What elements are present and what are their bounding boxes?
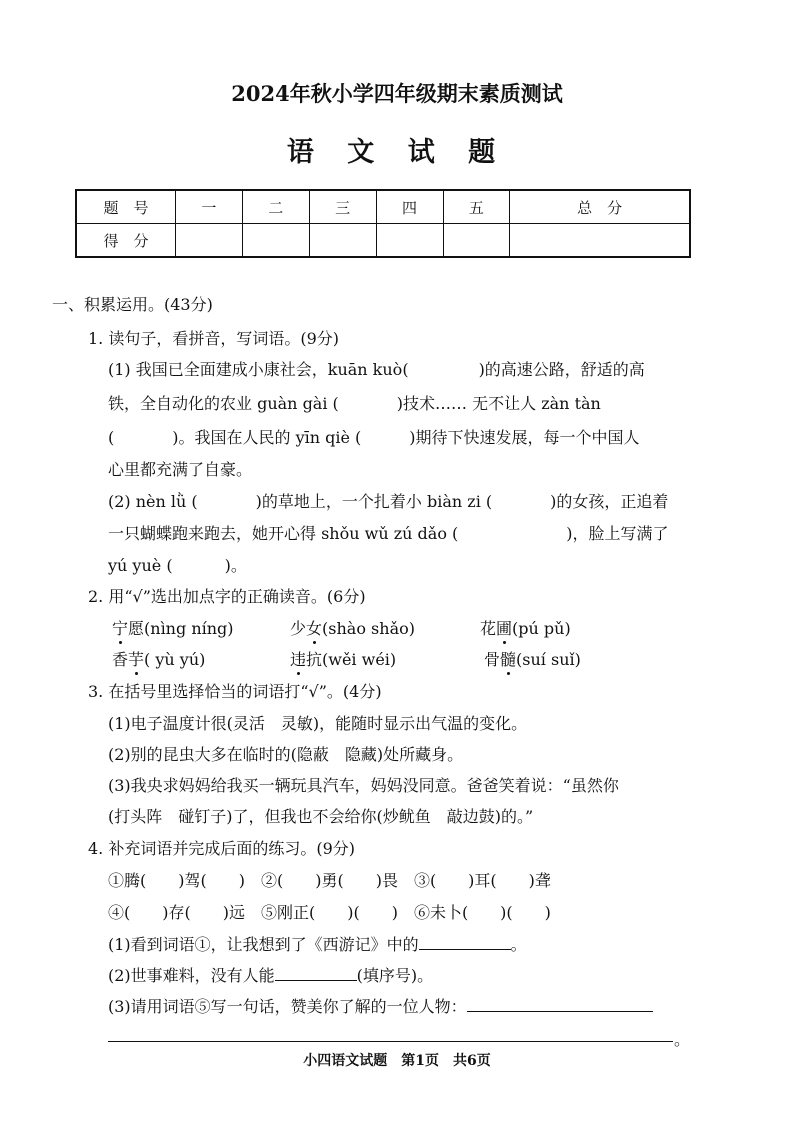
q1-paragraph2-line2 [108,521,669,544]
text-segment: )的高速公路，舒适的高 [478,360,645,379]
text-segment: )的女孩，正追着 [550,492,669,511]
answer-underline[interactable] [467,995,653,1012]
dotted-character: 圃 [496,619,513,638]
pinyin-options: 抗(wěi wéi) [306,650,397,669]
pinyin-choice-item[interactable] [290,616,415,639]
pinyin-options: 愿(nìng níng) [128,619,234,638]
q1-paragraph1-line4: 心里都充满了自豪。 [108,460,253,479]
pinyin-choice-item[interactable] [112,616,234,639]
text-segment: (3)请用词语⑤写一句话，赞美你了解的一位人物： [108,997,467,1016]
score-table-col-4: 四 [376,190,443,224]
question-4-title: 4. 补充词语并完成后面的练习。(9分) [88,839,356,858]
dotted-character: 宁 [112,619,129,638]
idiom-fill-row-1[interactable]: ①腾( )驾( ) ②( )勇( )畏 ③( )耳( )聋 [108,871,551,890]
q3-item-1[interactable]: (1)电子温度计很(灵活 灵敏)，能随时显示出气温的变化。 [108,714,528,733]
score-table-row-label: 题 号 [76,190,176,224]
pinyin-options: (suí suǐ) [516,650,581,669]
text-segment: )。我国在人民的 yīn qiè ( [172,428,362,447]
q1-paragraph1-line1 [108,357,645,380]
text-segment: yú yuè ( [108,556,173,575]
pinyin-options: ( yù yú) [144,650,206,669]
character: 香 [112,650,129,669]
text-segment: 铁，全自动化的农业 guàn gài ( [108,394,339,413]
answer-underline[interactable] [419,933,511,950]
idiom-fill-row-2[interactable]: ④( )存( )远 ⑤刚正( )( ) ⑥未卜( )( ) [108,903,551,922]
text-segment: 一只蝴蝶跑来跑去，她开心得 shǒu wǔ zú dǎo ( [108,524,459,543]
dotted-character: 髓 [500,650,517,669]
text-segment: )技术…… 无不让人 zàn tàn [396,394,601,413]
score-table-score-row [76,224,690,258]
subject-title: 语 文 试 题 [286,137,508,168]
text-segment: (填序号)。 [356,966,434,985]
q1-paragraph1-line3 [108,425,640,448]
dotted-character: 芋 [128,650,145,669]
character: 骨 [484,650,501,669]
question-2-title: 2. 用“√”选出加点字的正确读音。(6分) [88,587,366,606]
q4-subquestion-1 [108,932,527,955]
q3-item-3-line1[interactable]: (3)我央求妈妈给我买一辆玩具汽车，妈妈没同意。爸爸笑着说：“虽然你 [108,776,619,795]
score-cell-1[interactable] [176,224,243,258]
pinyin-choice-item[interactable] [112,647,205,670]
score-table [75,189,691,258]
score-cell-5[interactable] [443,224,510,258]
q1-paragraph1-line2 [108,391,601,414]
exam-title: 2024年秋小学四年级期末素质测试 [231,81,563,106]
score-table-col-3: 三 [309,190,376,224]
q3-item-2[interactable]: (2)别的昆虫大多在临时的(隐蔽 隐藏)处所藏身。 [108,745,464,764]
page-footer: 小四语文试题 第1页 共6页 [303,1053,491,1069]
q4-subquestion-2 [108,963,433,986]
score-table-col-total: 总 分 [510,190,690,224]
character: 花 [480,619,497,638]
sentence-end-mark: 。 [674,1030,691,1049]
score-table-col-1: 一 [176,190,243,224]
pinyin-options: (pú pǔ) [512,619,571,638]
question-1-title: 1. 读句子，看拼音，写词语。(9分) [88,329,340,348]
answer-underline-full[interactable] [108,1041,673,1042]
score-table-header-row [76,190,690,224]
text-segment: (2) nèn lǜ ( [108,492,198,511]
pinyin-choice-item[interactable] [290,647,396,670]
text-segment: 。 [510,935,527,954]
section-heading: 一、积累运用。(43分) [52,295,213,314]
score-table-row-label: 得 分 [76,224,176,258]
text-segment: ( [108,428,115,447]
character: 少 [290,619,307,638]
pinyin-choice-item[interactable] [484,647,581,670]
text-segment: )期待下快速发展，每一个中国人 [409,428,640,447]
score-cell-3[interactable] [309,224,376,258]
q1-paragraph2-line3 [108,553,247,576]
text-segment: )，脸上写满了 [566,524,669,543]
text-segment: )的草地上，一个扎着小 biàn zi ( [255,492,493,511]
score-cell-2[interactable] [242,224,309,258]
text-segment: (2)世事难料，没有人能 [108,966,275,985]
q3-item-3-line2[interactable]: (打头阵 碰钉子)了，但我也不会给你(炒鱿鱼 敲边鼓)的。” [108,807,534,826]
text-segment: (1)看到词语①，让我想到了《西游记》中的 [108,935,419,954]
dotted-character: 女 [306,619,323,638]
dotted-character: 违 [290,650,307,669]
pinyin-options: (shào shǎo) [322,619,415,638]
score-cell-4[interactable] [376,224,443,258]
score-cell-total[interactable] [510,224,690,258]
q4-subquestion-3 [108,994,653,1017]
q1-paragraph2-line1 [108,489,668,512]
text-segment: (1) 我国已全面建成小康社会，kuān kuò( [108,360,409,379]
score-table-col-2: 二 [242,190,309,224]
question-3-title: 3. 在括号里选择恰当的词语打“√”。(4分) [88,682,382,701]
text-segment: )。 [224,556,247,575]
score-table-col-5: 五 [443,190,510,224]
answer-underline[interactable] [275,964,357,981]
pinyin-choice-item[interactable] [480,616,571,639]
